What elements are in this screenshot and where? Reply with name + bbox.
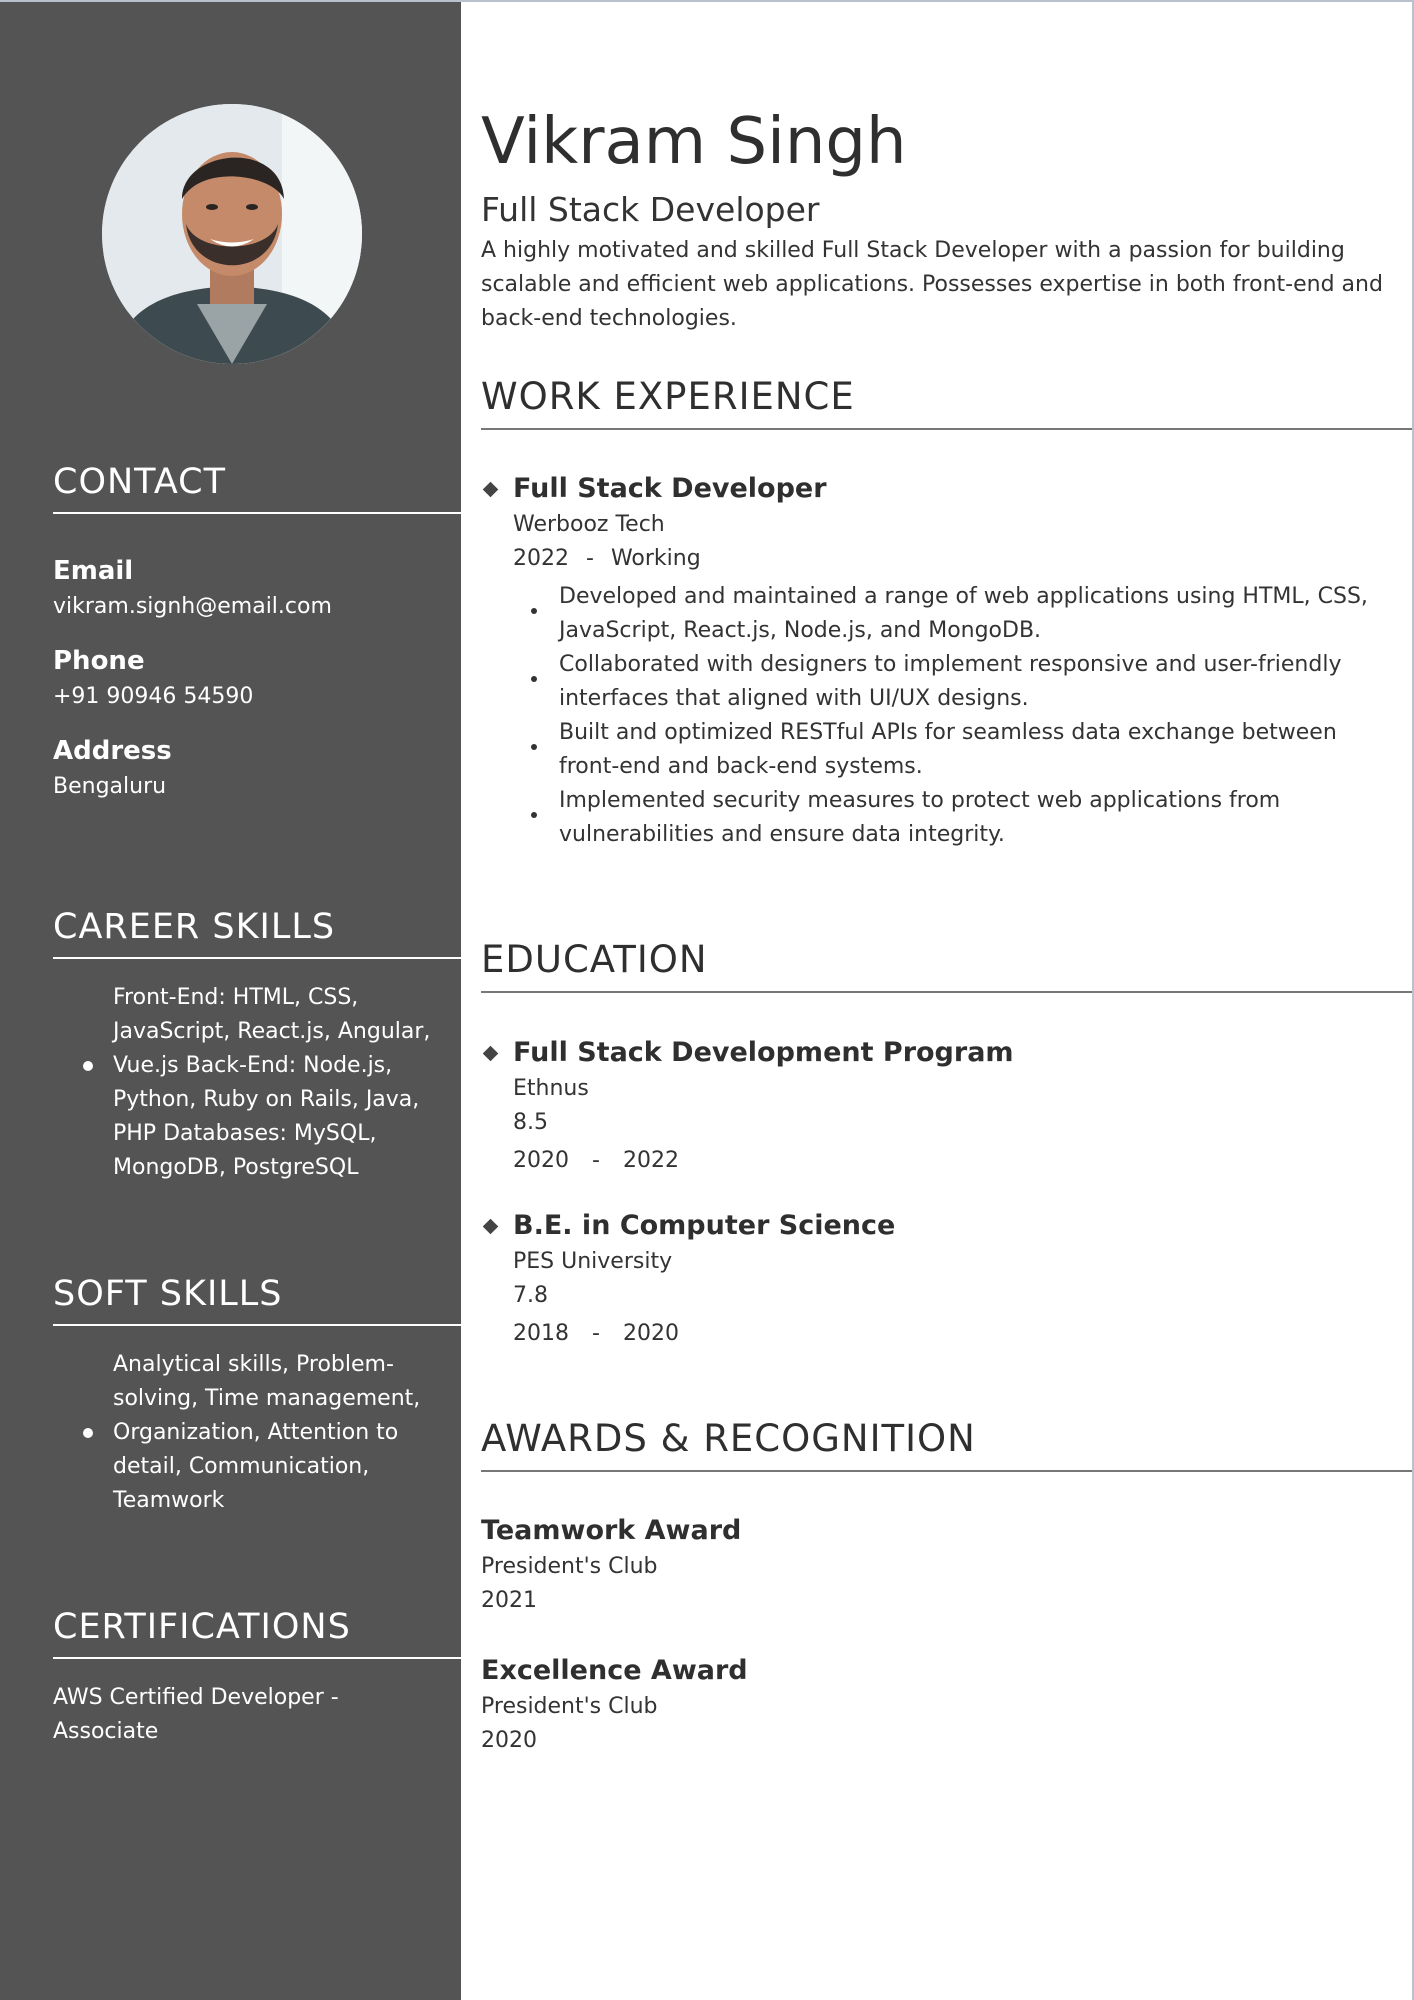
education-entry — [481, 1034, 1401, 1178]
career-skills-list — [53, 981, 461, 1185]
phone-value: +91 90946 54590 — [53, 684, 254, 709]
work-entry — [481, 470, 1401, 852]
education-end: 2022 — [622, 1148, 679, 1173]
education-institution: Ethnus — [513, 1076, 589, 1101]
list-item: Implemented security measures to protect web applications from vulnerabilities and ensure data integrity. — [559, 784, 1401, 852]
soft-skills-text: Analytical skills, Problem-solving, Time management, Organization, Attention to detail, Communication, Teamwork — [113, 1352, 421, 1513]
diamond-bullet-icon — [483, 482, 499, 498]
certifications-heading: CERTIFICATIONS — [53, 1603, 461, 1659]
address-label: Address — [53, 736, 172, 766]
education-heading: EDUCATION — [481, 935, 1413, 993]
diamond-bullet-icon — [483, 1219, 499, 1235]
award-entry — [481, 1652, 1381, 1758]
job-start: 2022 — [513, 546, 569, 571]
address-value: Bengaluru — [53, 774, 167, 799]
soft-skills-heading: SOFT SKILLS — [53, 1270, 461, 1326]
award-title: Teamwork Award — [481, 1515, 742, 1546]
award-year: 2020 — [481, 1728, 537, 1753]
duty-list — [481, 580, 1401, 852]
candidate-role: Full Stack Developer — [481, 190, 820, 229]
education-score: 7.8 — [513, 1283, 548, 1308]
company-name: Werbooz Tech — [513, 512, 665, 537]
candidate-name: Vikram Singh — [481, 105, 907, 179]
bullet-icon — [83, 1061, 93, 1071]
job-title: Full Stack Developer — [513, 473, 827, 504]
soft-skills-section — [53, 1270, 461, 1518]
career-skills-heading: CAREER SKILLS — [53, 903, 461, 959]
date-separator: - — [586, 546, 594, 571]
education-start: 2018 — [513, 1321, 569, 1346]
education-institution: PES University — [513, 1249, 673, 1274]
main-content — [481, 2, 1414, 2000]
career-skills-text: Front-End: HTML, CSS, JavaScript, React.js, Angular, Vue.js Back-End: Node.js, Python, Ruby on Rails, Java, PHP Databases: MySQL, MongoDB, PostgreSQL — [113, 985, 431, 1180]
awards-heading: AWARDS & RECOGNITION — [481, 1414, 1413, 1472]
bullet-icon — [531, 812, 537, 818]
certifications-section — [53, 1603, 461, 1749]
award-entry — [481, 1512, 1381, 1618]
date-separator: - — [592, 1148, 600, 1173]
profile-summary: A highly motivated and skilled Full Stack Developer with a passion for building scalable and efficient web applications. Possesses expertise in both front-end and back-end technologies. — [481, 238, 1383, 331]
award-title: Excellence Award — [481, 1655, 748, 1686]
avatar-portrait — [102, 104, 362, 364]
date-separator: - — [592, 1321, 600, 1346]
bullet-icon — [83, 1428, 93, 1438]
education-dates — [513, 1144, 1401, 1178]
contact-heading: CONTACT — [53, 458, 461, 514]
education-entry — [481, 1207, 1401, 1351]
job-end: Working — [610, 546, 701, 571]
avatar — [102, 104, 362, 364]
list-item: Built and optimized RESTful APIs for seamless data exchange between front-end and back-end systems. — [559, 716, 1401, 784]
work-experience-heading: WORK EXPERIENCE — [481, 372, 1413, 430]
career-skills-section — [53, 903, 461, 1185]
sidebar — [0, 2, 461, 2000]
phone-label: Phone — [53, 646, 145, 676]
list-item: Developed and maintained a range of web applications using HTML, CSS, JavaScript, React.js, Node.js, and MongoDB. — [559, 580, 1401, 648]
education-title: Full Stack Development Program — [513, 1037, 1014, 1068]
award-year: 2021 — [481, 1588, 537, 1613]
diamond-bullet-icon — [483, 1046, 499, 1062]
bullet-icon — [531, 608, 537, 614]
bullet-icon — [531, 676, 537, 682]
certification-item: AWS Certified Developer - Associate — [53, 1685, 339, 1744]
education-start: 2020 — [513, 1148, 569, 1173]
contact-section — [53, 458, 461, 802]
email-label: Email — [53, 556, 134, 586]
job-dates — [513, 542, 1401, 576]
education-end: 2020 — [622, 1321, 679, 1346]
bullet-icon — [531, 744, 537, 750]
education-score: 8.5 — [513, 1110, 548, 1135]
award-organization: President's Club — [481, 1554, 658, 1579]
award-organization: President's Club — [481, 1694, 658, 1719]
education-title: B.E. in Computer Science — [513, 1210, 896, 1241]
email-value: vikram.signh@email.com — [53, 594, 332, 619]
list-item: Collaborated with designers to implement responsive and user-friendly interfaces that aligned with UI/UX designs. — [559, 648, 1401, 716]
soft-skills-list — [53, 1348, 461, 1518]
education-dates — [513, 1317, 1401, 1351]
